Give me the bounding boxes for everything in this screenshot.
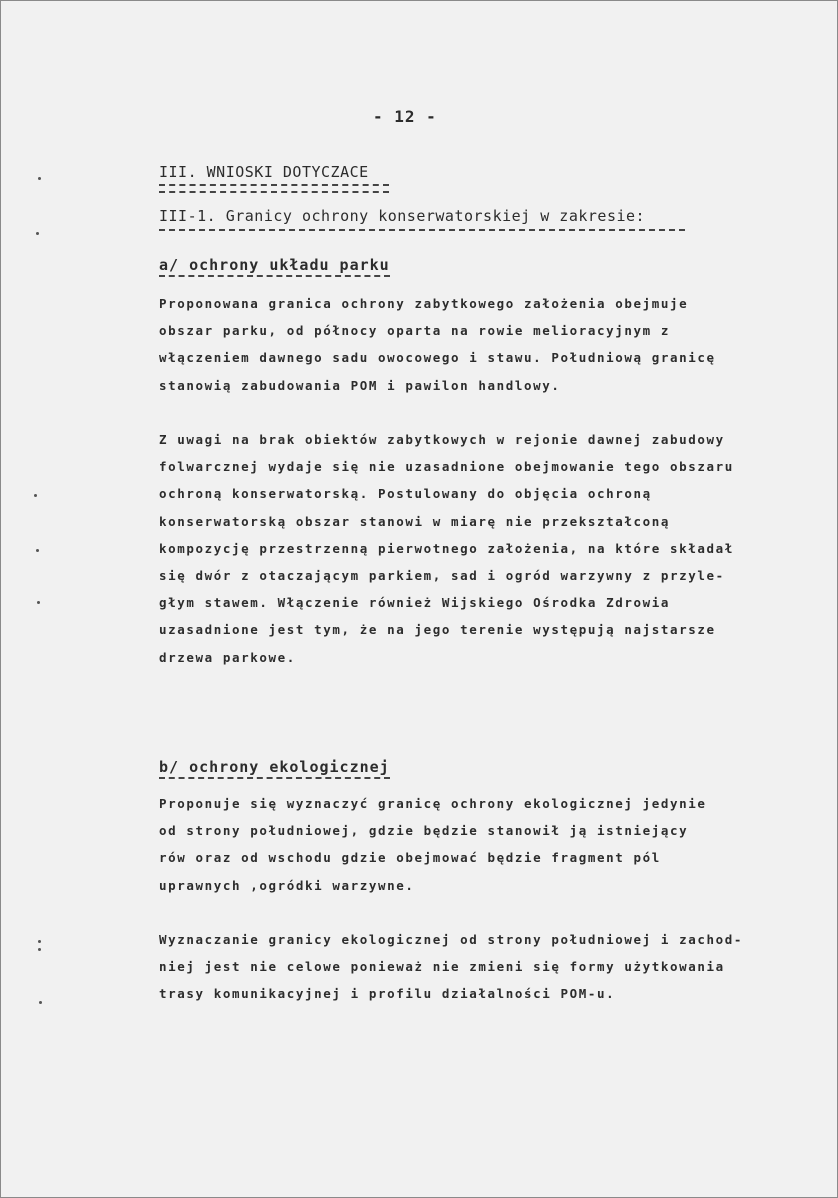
section-title: III. WNIOSKI DOTYCZACE: [159, 163, 369, 181]
text-line: drzewa parkowe.: [159, 649, 296, 665]
text-line: uzasadnione jest tym, że na jego terenie występują najstarsze: [159, 622, 716, 638]
text-line: się dwór z otaczającym parkiem, sad i ogród warzywny z przyle-: [159, 567, 725, 583]
text-line: włączeniem dawnego sadu owocowego i stawu. Południową granicę: [159, 350, 716, 366]
margin-mark: [34, 494, 37, 497]
margin-mark: [36, 549, 39, 552]
subsection-underline: [159, 229, 685, 231]
heading-part-b: [159, 758, 390, 776]
text-line: od strony południowej, gdzie będzie stanowił ją istniejący: [159, 823, 689, 839]
margin-mark: [38, 940, 41, 943]
paragraph-a2: [159, 426, 829, 671]
margin-mark: [39, 1001, 42, 1004]
paragraph-b2: [159, 926, 829, 1008]
heading-part-b-text: b/ ochrony ekologicznej: [159, 758, 390, 779]
text-line: Proponuje się wyznaczyć granicę ochrony ekologicznej jedynie: [159, 796, 707, 811]
text-line: Z uwagi na brak obiektów zabytkowych w rejonie dawnej zabudowy: [159, 432, 725, 447]
margin-mark: [38, 177, 41, 180]
text-line: obszar parku, od północy oparta na rowie melioracyjnym z: [159, 323, 671, 339]
text-line: Proponowana granica ochrony zabytkowego założenia obejmuje: [159, 296, 689, 311]
paragraph-b1: [159, 790, 829, 899]
margin-mark: [38, 948, 41, 951]
heading-part-a: [159, 256, 390, 274]
text-line: rów oraz od wschodu gdzie obejmować będzie fragment pól: [159, 850, 661, 866]
text-line: stanowią zabudowania POM i pawilon handlowy.: [159, 377, 561, 393]
text-line: Wyznaczanie granicy ekologicznej od strony południowej i zachod-: [159, 932, 744, 947]
text-line: konserwatorską obszar stanowi w miarę nie przekształconą: [159, 513, 671, 529]
section-title-underline: [159, 184, 389, 193]
text-line: folwarcznej wydaje się nie uzasadnione obejmowanie tego obszaru: [159, 459, 734, 475]
subsection-title: III-1. Granicy ochrony konserwatorskiej w zakresie:: [159, 207, 646, 225]
text-line: uprawnych ,ogródki warzywne.: [159, 877, 415, 893]
text-line: niej jest nie celowe ponieważ nie zmieni się formy użytkowania: [159, 959, 725, 975]
paragraph-a1: [159, 290, 829, 399]
text-line: trasy komunikacyjnej i profilu działalności POM-u.: [159, 986, 616, 1002]
text-line: kompozycję przestrzenną pierwotnego założenia, na które składał: [159, 540, 734, 556]
heading-part-a-text: a/ ochrony układu parku: [159, 256, 390, 277]
margin-mark: [36, 232, 39, 235]
text-line: ochroną konserwatorską. Postulowany do objęcia ochroną: [159, 486, 652, 502]
page-number: - 12 -: [373, 107, 437, 126]
text-line: głym stawem. Włączenie również Wijskiego Ośrodka Zdrowia: [159, 595, 671, 611]
margin-mark: [37, 601, 40, 604]
